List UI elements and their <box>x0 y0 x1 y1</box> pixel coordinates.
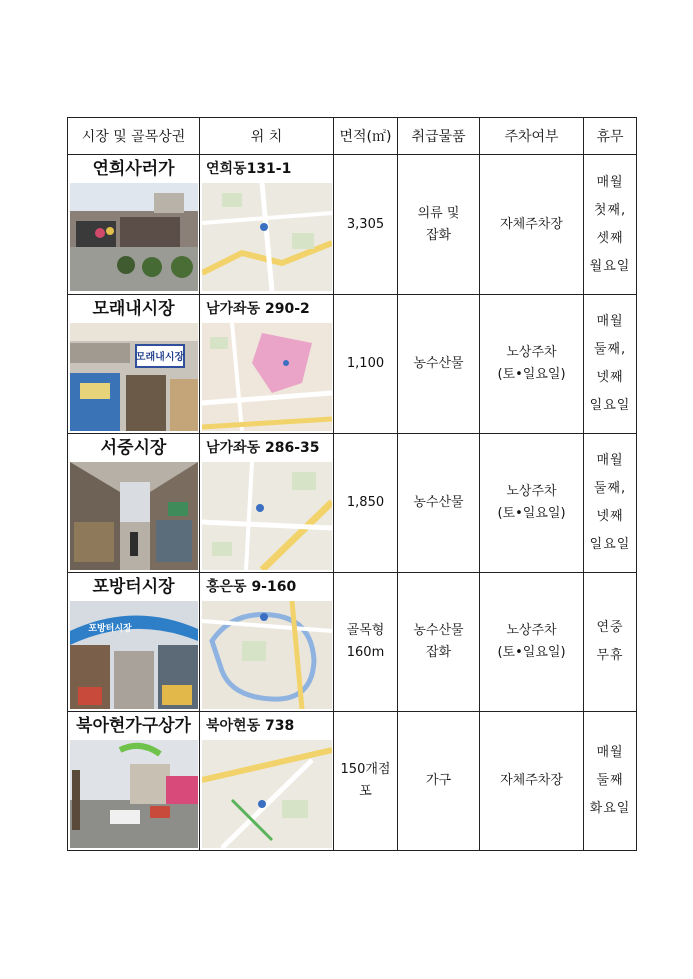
location-cell <box>200 712 334 851</box>
market-address: 남가좌동 286-35 <box>206 440 320 456</box>
goods-line: 농수산물 <box>413 356 464 371</box>
holiday-line: 일요일 <box>589 398 631 413</box>
header-location: 위 치 <box>200 118 334 155</box>
location-cell <box>200 295 334 434</box>
photo-sign-text: 모래내시장 <box>135 352 184 363</box>
parking-cell <box>480 434 584 573</box>
market-name: 서중시장 <box>100 438 167 458</box>
holiday-line: 매월 <box>596 745 624 760</box>
location-cell <box>200 155 334 295</box>
table-row <box>68 155 637 295</box>
goods-line: 농수산물 <box>413 495 464 510</box>
holiday-line: 매월 <box>596 453 624 468</box>
location-map <box>202 323 332 431</box>
holiday-line: 넷째 <box>596 509 624 524</box>
parking-cell <box>480 295 584 434</box>
area-cell <box>334 295 398 434</box>
area-cell <box>334 712 398 851</box>
parking-cell <box>480 155 584 295</box>
location-map <box>202 462 332 570</box>
holiday-line: 첫째, <box>593 202 627 218</box>
location-cell <box>200 573 334 712</box>
market-name: 포방터시장 <box>92 577 175 597</box>
parking-line: (토•일요일) <box>497 506 566 521</box>
table-row <box>68 295 637 434</box>
table-row <box>68 573 637 712</box>
table-row <box>68 712 637 851</box>
market-address: 연희동131-1 <box>206 161 292 177</box>
holiday-line: 월요일 <box>589 258 631 274</box>
holiday-cell <box>584 712 637 851</box>
location-map <box>202 183 332 291</box>
photo-sign-text: 포방터시장 <box>87 624 132 634</box>
market-cell <box>68 712 200 851</box>
parking-line: 노상주차 <box>506 623 557 638</box>
market-cell <box>68 295 200 434</box>
market-table <box>67 117 637 851</box>
market-name: 북아현가구상가 <box>76 716 191 736</box>
header-market: 시장 및 골목상권 <box>68 118 200 155</box>
goods-line: 의류 및 <box>417 205 460 221</box>
header-area: 면적(㎡) <box>334 118 398 155</box>
location-map <box>202 740 332 848</box>
goods-cell <box>398 434 480 573</box>
parking-line: 자체주차장 <box>500 216 563 232</box>
market-photo <box>70 183 198 291</box>
holiday-line: 무휴 <box>596 648 624 663</box>
market-address: 북아현동 738 <box>206 718 295 734</box>
table-header-row <box>68 118 637 155</box>
location-map <box>202 601 332 709</box>
holiday-line: 화요일 <box>589 801 631 816</box>
area-line: 1,850 <box>346 495 385 510</box>
holiday-line: 둘째 <box>596 773 624 788</box>
market-photo <box>70 740 198 848</box>
market-photo <box>70 462 198 570</box>
market-name: 모래내시장 <box>92 299 175 319</box>
goods-line: 농수산물 <box>413 623 464 638</box>
market-photo <box>70 323 198 431</box>
goods-cell <box>398 295 480 434</box>
parking-line: 자체주차장 <box>500 773 563 788</box>
goods-line: 가구 <box>425 773 452 788</box>
holiday-cell <box>584 434 637 573</box>
parking-line: 노상주차 <box>506 484 557 499</box>
table-row <box>68 434 637 573</box>
holiday-line: 둘째, <box>593 342 627 357</box>
area-cell <box>334 573 398 712</box>
holiday-line: 넷째 <box>596 370 624 385</box>
goods-cell <box>398 712 480 851</box>
holiday-line: 연중 <box>596 620 624 635</box>
parking-line: (토•일요일) <box>497 645 566 660</box>
area-cell <box>334 155 398 295</box>
holiday-cell <box>584 155 637 295</box>
area-cell <box>334 434 398 573</box>
market-name: 연희사러가 <box>92 159 175 179</box>
header-holiday: 휴무 <box>584 118 637 155</box>
area-line: 1,100 <box>346 356 385 371</box>
goods-cell <box>398 155 480 295</box>
holiday-line: 매월 <box>596 174 624 190</box>
header-parking: 주차여부 <box>480 118 584 155</box>
header-goods: 취급물품 <box>398 118 480 155</box>
area-line: 골목형 <box>346 623 385 638</box>
goods-cell <box>398 573 480 712</box>
parking-cell <box>480 712 584 851</box>
area-line: 포 <box>359 784 372 799</box>
holiday-line: 일요일 <box>589 537 631 552</box>
market-address: 홍은동 9-160 <box>206 579 297 595</box>
holiday-cell <box>584 295 637 434</box>
parking-line: (토•일요일) <box>497 367 566 382</box>
parking-cell <box>480 573 584 712</box>
area-line: 3,305 <box>346 216 385 232</box>
market-photo <box>70 601 198 709</box>
area-line: 160m <box>346 645 385 660</box>
location-cell <box>200 434 334 573</box>
goods-line: 잡화 <box>425 227 452 243</box>
goods-line: 잡화 <box>425 645 452 660</box>
market-address: 남가좌동 290-2 <box>206 301 310 317</box>
market-cell <box>68 155 200 295</box>
market-cell <box>68 573 200 712</box>
parking-line: 노상주차 <box>506 345 557 360</box>
holiday-line: 셋째 <box>596 230 624 246</box>
area-line: 150개점 <box>340 762 391 777</box>
holiday-line: 매월 <box>596 314 624 329</box>
holiday-cell <box>584 573 637 712</box>
holiday-line: 둘째, <box>593 481 627 496</box>
market-cell <box>68 434 200 573</box>
